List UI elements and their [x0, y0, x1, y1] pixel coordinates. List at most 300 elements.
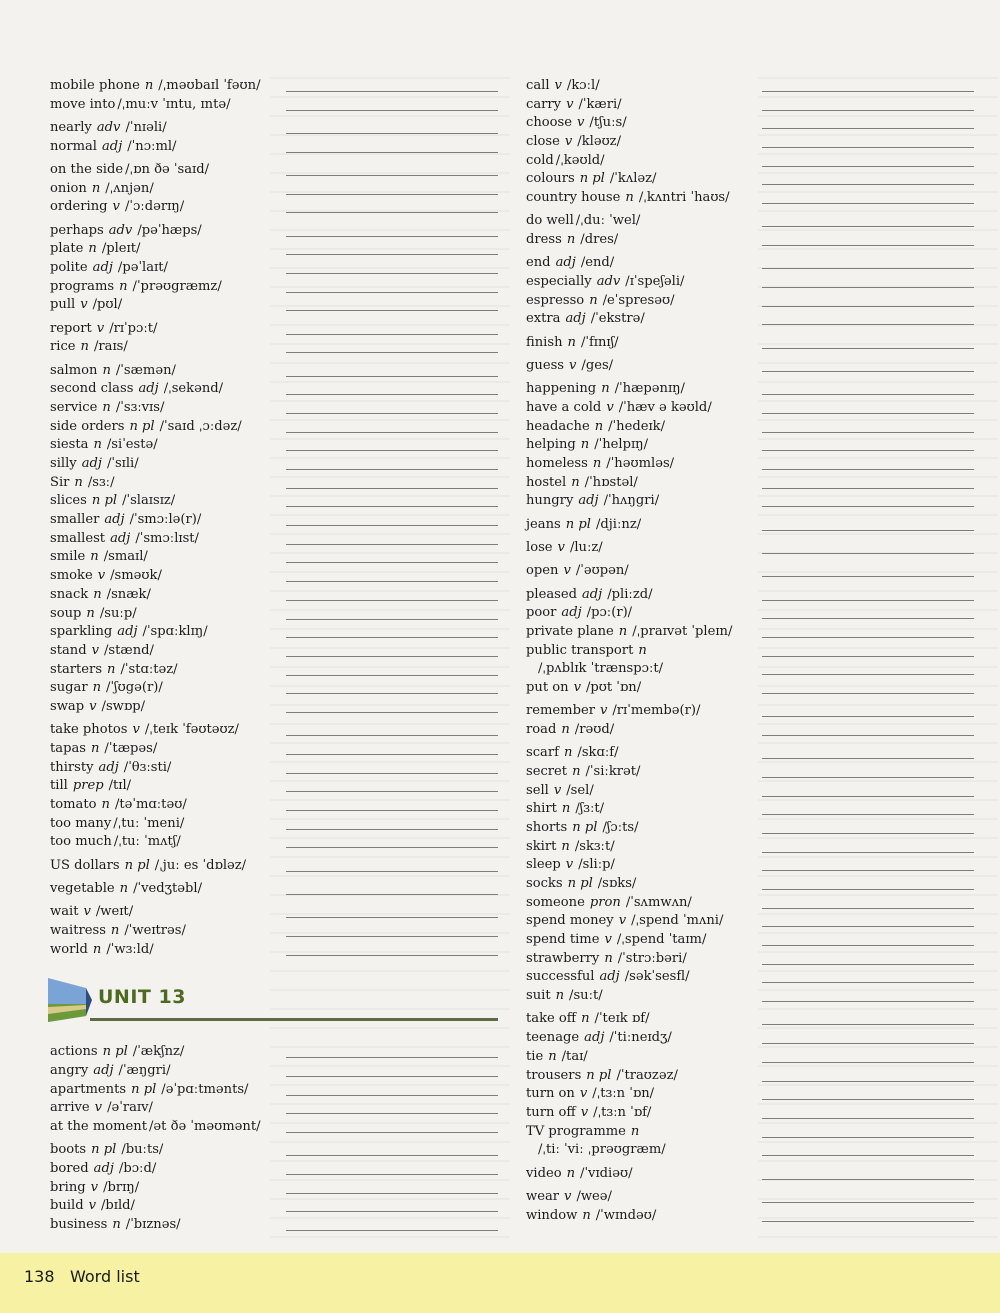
entry-part-of-speech: v	[83, 904, 91, 920]
entry-part-of-speech: v	[606, 399, 614, 415]
answer-line	[762, 184, 974, 185]
answer-line	[762, 110, 974, 111]
word-entry	[526, 857, 976, 876]
entry-part-of-speech: v	[573, 679, 581, 695]
word-entry	[526, 605, 976, 624]
word-entry	[50, 512, 500, 531]
entry-word: salmon	[50, 362, 98, 378]
word-entry	[526, 274, 976, 293]
entry-part-of-speech: adj	[110, 530, 131, 546]
answer-line	[762, 226, 974, 227]
entry-pronunciation: /skɑːf/	[577, 745, 619, 761]
entry-part-of-speech: n	[589, 292, 598, 308]
entry-word: shorts	[526, 819, 568, 835]
entry-word: report	[50, 320, 92, 336]
entry-word: pull	[50, 297, 76, 313]
answer-line	[762, 91, 974, 92]
entry-pronunciation: /bɪld/	[100, 1198, 135, 1214]
word-entry	[50, 760, 500, 779]
word-entry	[526, 1068, 976, 1087]
entry-part-of-speech: v	[604, 932, 612, 948]
answer-line	[762, 245, 974, 246]
entry-part-of-speech: adj	[578, 493, 599, 509]
entry-word: too much	[50, 834, 112, 850]
entry-pronunciation: /ˌkəʊld/	[555, 152, 605, 168]
answer-line	[762, 1179, 974, 1180]
entry-pronunciation: /ˈsɪli/	[106, 456, 139, 472]
word-entry	[50, 549, 500, 568]
word-entry	[526, 764, 976, 783]
entry-pronunciation: /əˈraɪv/	[107, 1100, 153, 1116]
entry-part-of-speech: n pl	[91, 1142, 117, 1158]
entry-part-of-speech: n	[625, 190, 634, 206]
word-entry	[526, 381, 976, 400]
answer-line	[286, 310, 498, 311]
answer-line	[286, 133, 498, 134]
entry-part-of-speech: v	[579, 1086, 588, 1102]
word-entry	[526, 153, 976, 172]
word-entry	[526, 437, 976, 456]
entry-pronunciation: /pleɪt/	[101, 241, 141, 257]
entry-word: till	[50, 778, 68, 794]
word-entry	[50, 778, 500, 797]
entry-word: bored	[50, 1161, 89, 1176]
entry-part-of-speech: adj	[93, 1062, 114, 1078]
entry-part-of-speech: n	[582, 1207, 591, 1223]
answer-line	[286, 506, 498, 507]
answer-line	[762, 1137, 974, 1138]
entry-part-of-speech: n	[91, 180, 101, 196]
word-entry	[526, 876, 976, 895]
entry-pronunciation: /əˈpɑːtmənts/	[161, 1081, 249, 1097]
word-entry	[526, 913, 976, 932]
entry-word: second class	[50, 381, 134, 397]
entry-word: silly	[50, 456, 77, 472]
word-entry	[50, 1180, 500, 1199]
entry-part-of-speech: v	[97, 568, 106, 584]
entry-pronunciation: /sɒks/	[597, 876, 637, 892]
entry-word: starters	[50, 661, 103, 677]
entry-pronunciation: /tʃuːs/	[589, 115, 627, 131]
entry-pronunciation: /ˈhæv ə kəʊld/	[618, 399, 712, 415]
answer-line	[286, 91, 498, 92]
entry-pronunciation: /səkˈsesfl/	[624, 969, 690, 985]
answer-line	[762, 637, 974, 638]
entry-word: do well	[526, 213, 574, 229]
entry-word: apartments	[50, 1081, 127, 1097]
entry-word: hostel	[526, 474, 567, 490]
word-entry	[50, 419, 500, 438]
answer-line	[286, 1132, 498, 1133]
entry-word: smaller	[50, 512, 100, 528]
entry-part-of-speech: v	[553, 782, 562, 798]
entry-word: window	[526, 1207, 578, 1223]
unit-rule	[90, 1018, 498, 1021]
answer-line	[762, 796, 974, 797]
word-entry	[526, 1189, 976, 1208]
entry-word: nearly	[50, 119, 92, 135]
answer-line	[762, 506, 974, 507]
word-entry	[526, 78, 976, 97]
word-entry	[526, 932, 976, 951]
word-entry	[50, 699, 500, 718]
word-entry	[526, 801, 976, 820]
word-entry	[526, 190, 976, 209]
word-entry	[526, 969, 976, 988]
entry-pronunciation: /luːz/	[569, 539, 603, 555]
entry-pronunciation: /eˈspresəʊ/	[602, 292, 675, 308]
entry-pronunciation: /ˌʌnjən/	[105, 180, 154, 196]
entry-word	[526, 1142, 536, 1157]
entry-word: vegetable	[50, 880, 115, 896]
answer-line	[286, 334, 498, 335]
answer-line	[762, 553, 974, 554]
word-entry	[50, 181, 500, 200]
answer-line	[762, 324, 974, 325]
entry-word: colours	[526, 171, 575, 187]
entry-part-of-speech: n pl	[572, 819, 598, 835]
entry-word: lose	[526, 539, 553, 555]
word-entry	[526, 820, 976, 839]
entry-pronunciation: /ˈsmɔːlə(r)/	[129, 512, 202, 528]
entry-word: onion	[50, 180, 87, 196]
word-entry	[526, 456, 976, 475]
entry-word: open	[526, 563, 559, 579]
entry-part-of-speech: n	[86, 605, 95, 621]
word-entry	[50, 493, 500, 512]
word-entry	[526, 171, 976, 190]
entry-part-of-speech: n pl	[567, 876, 593, 892]
entry-pronunciation: /ˈslaɪsɪz/	[122, 493, 176, 509]
word-entry	[50, 1142, 500, 1161]
entry-part-of-speech: v	[577, 115, 585, 131]
answer-line	[286, 754, 498, 755]
entry-part-of-speech: n	[90, 740, 100, 756]
answer-line	[286, 1211, 498, 1212]
answer-line	[762, 469, 974, 470]
entry-part-of-speech: v	[564, 134, 573, 150]
entry-word: side orders	[50, 418, 125, 434]
unit-13-word-list	[50, 1044, 500, 1235]
entry-pronunciation: /ɪˈspeʃəli/	[625, 274, 685, 290]
answer-line	[762, 530, 974, 531]
entry-pronunciation: /sliːp/	[578, 857, 615, 873]
entry-pronunciation: /ˌməʊbaɪl ˈfəʊn/	[158, 78, 261, 93]
word-entry	[50, 321, 500, 340]
entry-word: build	[50, 1198, 84, 1214]
entry-pronunciation: /ˈkæri/	[578, 96, 622, 112]
entry-pronunciation: /swɒp/	[101, 698, 146, 714]
entry-word: world	[50, 941, 88, 957]
entry-pronunciation: /ˈsaɪd ˌɔːdəz/	[159, 418, 242, 434]
entry-word: slices	[50, 493, 87, 509]
entry-word: boots	[50, 1142, 87, 1158]
word-entry	[50, 531, 500, 550]
entry-pronunciation: /ˌpʌblɪk ˈtrænspɔːt/	[538, 661, 664, 677]
entry-pronunciation: /ˈwɪndəʊ/	[595, 1207, 657, 1223]
answer-line	[286, 619, 498, 620]
entry-part-of-speech: n	[90, 549, 99, 565]
entry-pronunciation: /suːp/	[99, 605, 137, 621]
answer-line	[286, 847, 498, 848]
entry-pronunciation: /ˈhəʊmləs/	[606, 456, 675, 472]
answer-line	[286, 254, 498, 255]
entry-pronunciation: /smaɪl/	[103, 549, 148, 565]
word-entry	[526, 115, 976, 134]
entry-part-of-speech: n	[101, 797, 110, 812]
answer-line	[762, 128, 974, 129]
word-entry	[526, 97, 976, 116]
entry-word: Sir	[50, 474, 70, 490]
entry-part-of-speech: adj	[93, 1161, 114, 1176]
entry-word	[526, 661, 536, 676]
answer-line	[762, 1081, 974, 1082]
word-entry	[50, 162, 500, 181]
answer-line	[762, 693, 974, 694]
entry-pronunciation: /ˈtiːneɪdʒ/	[609, 1030, 672, 1046]
entry-word: on the side	[50, 161, 124, 177]
entry-word: extra	[526, 311, 561, 327]
answer-line	[762, 413, 974, 414]
word-entry	[526, 311, 976, 330]
word-entry	[526, 624, 976, 643]
word-entry	[50, 199, 500, 218]
page-footer	[0, 1253, 1000, 1313]
word-entry	[526, 1086, 976, 1105]
entry-pronunciation: /ˈhɒstəl/	[584, 474, 638, 490]
answer-line	[286, 871, 498, 872]
entry-part-of-speech: n	[592, 456, 602, 472]
answer-line	[762, 618, 974, 619]
answer-line	[286, 152, 498, 153]
entry-word: smile	[50, 549, 86, 565]
entry-part-of-speech: v	[565, 857, 574, 873]
entry-word: sugar	[50, 680, 88, 696]
word-entry	[50, 741, 500, 760]
word-entry	[526, 722, 976, 741]
right-word-list	[526, 78, 976, 1226]
entry-pronunciation: /ˈsɜːvɪs/	[115, 399, 165, 415]
answer-line	[762, 833, 974, 834]
entry-pronunciation: /ˈhelpɪŋ/	[594, 437, 648, 453]
entry-part-of-speech: adj	[561, 605, 582, 621]
entry-part-of-speech: v	[80, 297, 88, 313]
entry-part-of-speech: v	[90, 1179, 99, 1195]
word-entry	[50, 881, 500, 900]
entry-word: smallest	[50, 530, 106, 546]
word-entry	[50, 279, 500, 298]
word-entry	[50, 1082, 500, 1101]
entry-pronunciation: /ˌtɜːn ˈɒf/	[593, 1104, 652, 1120]
entry-pronunciation: /pʊl/	[92, 297, 123, 313]
entry-part-of-speech: n pl	[91, 493, 118, 509]
answer-line	[762, 1221, 974, 1222]
entry-word: have a cold	[526, 399, 602, 415]
answer-line	[286, 273, 498, 274]
word-entry	[50, 680, 500, 699]
answer-line	[762, 1118, 974, 1119]
entry-pronunciation: /ˌjuː es ˈdɒləz/	[154, 857, 247, 873]
entry-word: guess	[526, 358, 565, 373]
answer-line	[762, 852, 974, 853]
entry-word: someone	[526, 894, 585, 910]
entry-part-of-speech: n pl	[579, 171, 605, 187]
word-entry	[50, 1044, 500, 1063]
answer-line	[286, 936, 498, 937]
entry-pronunciation: /ˌspend ˈmʌni/	[631, 913, 724, 929]
entry-part-of-speech: n	[566, 1165, 576, 1181]
entry-part-of-speech: n	[555, 988, 565, 1004]
entry-word: waitress	[50, 922, 106, 938]
entry-part-of-speech: adj	[98, 759, 119, 775]
left-column	[50, 78, 500, 1236]
answer-line	[762, 1099, 974, 1100]
entry-pronunciation: /pliːzd/	[607, 586, 653, 602]
entry-part-of-speech: v	[563, 563, 571, 579]
word-entry	[50, 400, 500, 419]
answer-line	[286, 376, 498, 377]
entry-part-of-speech: n	[107, 661, 116, 677]
word-entry	[50, 568, 500, 587]
entry-word: call	[526, 78, 550, 93]
word-entry	[50, 1100, 500, 1119]
entry-word: rice	[50, 339, 76, 355]
entry-pronunciation: /ˈteɪk ɒf/	[594, 1011, 650, 1027]
entry-part-of-speech: adj	[117, 624, 138, 640]
entry-part-of-speech: n	[93, 586, 102, 602]
answer-line	[286, 1095, 498, 1096]
answer-line	[286, 1155, 498, 1156]
word-entry	[526, 703, 976, 722]
entry-part-of-speech: v	[88, 1198, 96, 1214]
entry-pronunciation: /kɔːl/	[566, 78, 600, 93]
entry-word: headache	[526, 418, 590, 434]
word-entry	[50, 1119, 500, 1138]
answer-line	[762, 394, 974, 395]
word-entry	[50, 662, 500, 681]
entry-pronunciation: /ˈstrɔːbəri/	[617, 950, 687, 966]
answer-line	[286, 791, 498, 792]
word-entry	[50, 942, 500, 961]
word-entry	[50, 606, 500, 625]
answer-line	[762, 600, 974, 601]
word-entry	[50, 97, 500, 116]
entry-part-of-speech: adj	[565, 311, 586, 327]
entry-word: secret	[526, 763, 568, 779]
word-entry	[50, 858, 500, 877]
entry-word: too many	[50, 815, 112, 831]
entry-word: cold	[526, 152, 554, 168]
entry-word: mobile phone	[50, 78, 140, 93]
entry-pronunciation: /ˈwɜːld/	[106, 941, 154, 957]
entry-part-of-speech: n	[92, 941, 102, 957]
answer-line	[286, 810, 498, 811]
entry-part-of-speech: n	[581, 1011, 590, 1027]
entry-part-of-speech: n pl	[124, 857, 150, 873]
entry-pronunciation: /ˈekstrə/	[590, 311, 645, 327]
answer-line	[286, 675, 498, 676]
entry-word: video	[526, 1165, 562, 1181]
unit-title: UNIT 13	[98, 986, 186, 1009]
entry-pronunciation: /skɜːt/	[574, 838, 615, 854]
entry-pronunciation: /ges/	[581, 358, 614, 373]
entry-word: turn on	[526, 1086, 575, 1102]
entry-word: programs	[50, 278, 115, 294]
word-entry	[526, 232, 976, 251]
entry-pronunciation: /ˌteɪk ˈfəʊtəʊz/	[144, 722, 239, 738]
entry-word: dress	[526, 232, 562, 248]
entry-word: snack	[50, 586, 89, 602]
entry-word: spend time	[526, 932, 600, 948]
answer-line	[762, 656, 974, 657]
answer-line	[762, 758, 974, 759]
answer-line	[286, 637, 498, 638]
answer-line	[286, 773, 498, 774]
entry-word: suit	[526, 988, 551, 1004]
entry-pronunciation: /ˈstɑːtəz/	[120, 661, 178, 677]
entry-pronunciation: /bɔːd/	[118, 1161, 157, 1176]
answer-line	[286, 581, 498, 582]
entry-pronunciation: /buːts/	[121, 1142, 164, 1158]
word-entry	[50, 120, 500, 139]
word-entry	[526, 255, 976, 274]
entry-word: country house	[526, 190, 621, 206]
answer-line	[286, 236, 498, 237]
word-entry	[50, 223, 500, 242]
answer-line	[286, 600, 498, 601]
entry-pronunciation: /ˈbɪznəs/	[125, 1217, 181, 1233]
word-entry	[50, 241, 500, 260]
answer-line	[762, 371, 974, 372]
entry-pronunciation: /sɜː/	[87, 474, 115, 490]
answer-line	[286, 1193, 498, 1194]
entry-word: close	[526, 134, 560, 150]
answer-line	[286, 894, 498, 895]
entry-pronunciation: /ˌtɜːn ˈɒn/	[592, 1086, 655, 1102]
entry-word: successful	[526, 969, 595, 985]
answer-line	[286, 1057, 498, 1058]
unit-heading	[50, 974, 500, 1026]
answer-line	[286, 735, 498, 736]
word-entry	[526, 400, 976, 419]
answer-line	[286, 1230, 498, 1231]
entry-word: arrive	[50, 1100, 90, 1116]
word-entry	[50, 1161, 500, 1180]
entry-part-of-speech: n	[594, 418, 604, 434]
word-entry	[526, 1166, 976, 1185]
entry-pronunciation: /ˈækʃnz/	[132, 1044, 185, 1060]
entry-word: put on	[526, 679, 569, 695]
answer-line	[762, 870, 974, 871]
entry-part-of-speech: n	[74, 474, 83, 490]
entry-part-of-speech: n	[580, 437, 590, 453]
answer-line	[286, 693, 498, 694]
entry-part-of-speech: n	[119, 278, 128, 294]
word-entry	[50, 437, 500, 456]
entry-word: road	[526, 721, 557, 737]
word-entry	[526, 1208, 976, 1227]
entry-part-of-speech: n	[618, 623, 628, 639]
entry-pronunciation: /raɪs/	[93, 339, 128, 355]
entry-pronunciation: /pɔː(r)/	[586, 605, 633, 621]
entry-part-of-speech: adv	[96, 119, 121, 135]
entry-word: sparkling	[50, 624, 113, 640]
entry-part-of-speech: v	[554, 78, 562, 93]
word-entry	[50, 339, 500, 358]
entry-pronunciation: /djiːnz/	[595, 516, 642, 532]
entry-part-of-speech: adj	[104, 512, 125, 528]
entry-part-of-speech: n	[572, 763, 581, 779]
